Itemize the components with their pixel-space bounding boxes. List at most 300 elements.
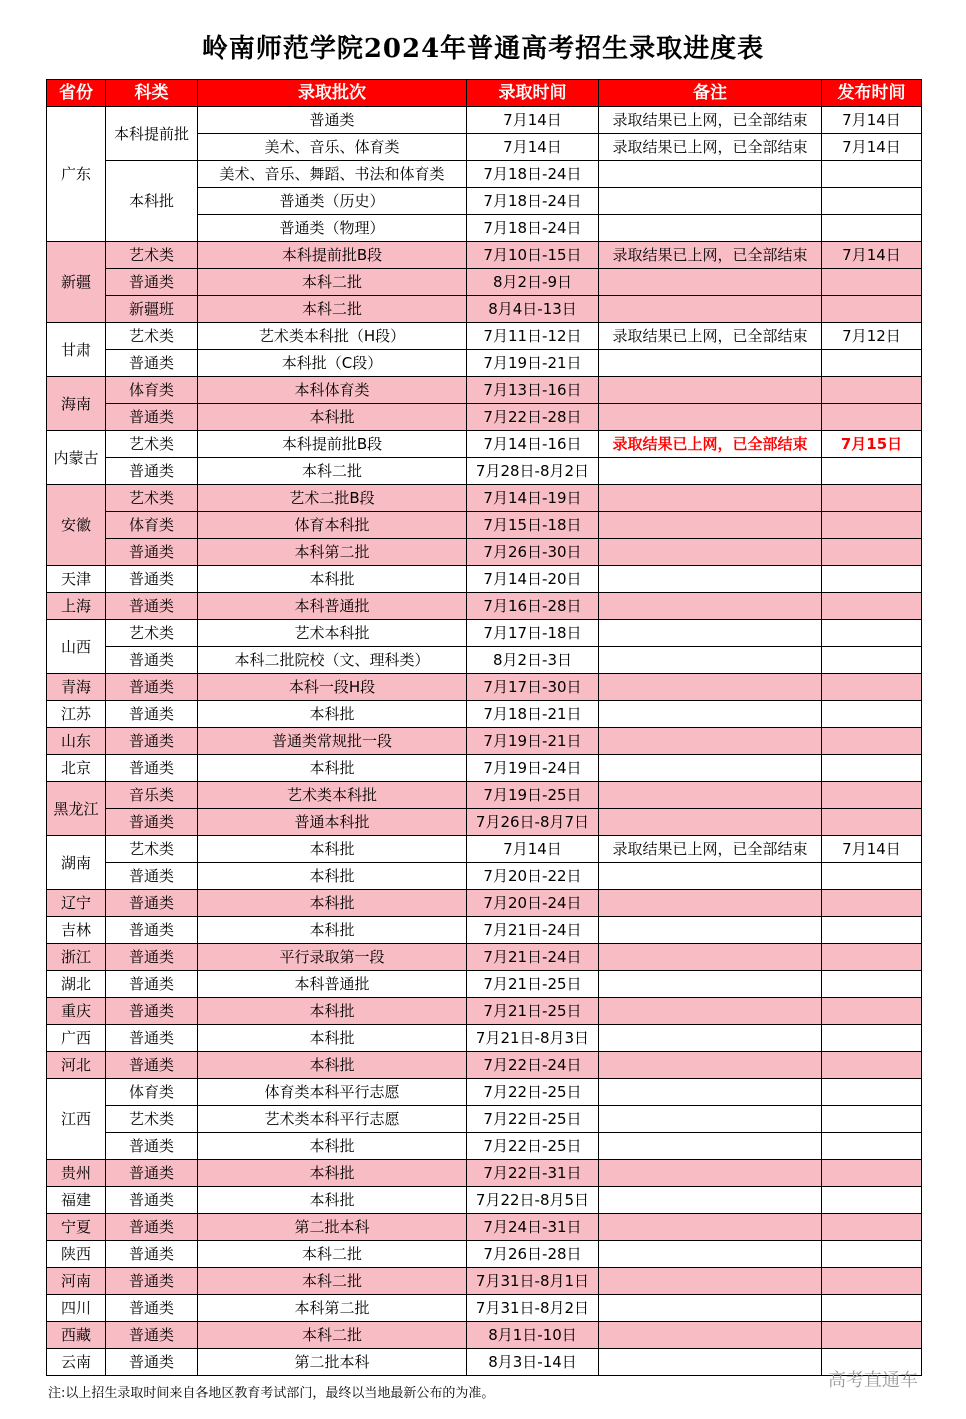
note-cell: 录取结果已上网，已全部结束 — [599, 431, 822, 458]
publish-cell — [822, 458, 922, 485]
time-cell: 7月13日-16日 — [467, 377, 599, 404]
note-cell — [599, 377, 822, 404]
time-cell: 7月26日-28日 — [467, 1241, 599, 1268]
table-row — [47, 1133, 922, 1160]
province-cell: 新疆 — [47, 242, 106, 323]
note-cell — [599, 1268, 822, 1295]
note-cell — [599, 1295, 822, 1322]
category-cell: 普通类 — [106, 1241, 198, 1268]
note-cell — [599, 917, 822, 944]
table-row — [47, 809, 922, 836]
time-cell: 7月17日-30日 — [467, 674, 599, 701]
category-cell: 普通类 — [106, 1322, 198, 1349]
publish-cell: 7月15日 — [822, 431, 922, 458]
category-cell: 普通类 — [106, 890, 198, 917]
batch-cell: 体育本科批 — [198, 512, 467, 539]
time-cell: 7月21日-25日 — [467, 998, 599, 1025]
publish-cell — [822, 215, 922, 242]
note-cell — [599, 728, 822, 755]
table-row — [47, 1052, 922, 1079]
publish-cell — [822, 539, 922, 566]
batch-cell: 普通类常规批一段 — [198, 728, 467, 755]
time-cell: 7月18日-24日 — [467, 161, 599, 188]
table-row — [47, 1322, 922, 1349]
time-cell: 7月14日 — [467, 107, 599, 134]
note-cell — [599, 1241, 822, 1268]
publish-cell — [822, 998, 922, 1025]
category-cell: 普通类 — [106, 809, 198, 836]
time-cell: 7月31日-8月2日 — [467, 1295, 599, 1322]
batch-cell: 本科二批院校（文、理科类） — [198, 647, 467, 674]
category-cell: 普通类 — [106, 647, 198, 674]
note-cell — [599, 620, 822, 647]
publish-cell — [822, 296, 922, 323]
note-cell — [599, 512, 822, 539]
time-cell: 7月17日-18日 — [467, 620, 599, 647]
batch-cell: 本科批 — [198, 998, 467, 1025]
table-row — [47, 593, 922, 620]
note-cell — [599, 1349, 822, 1376]
category-cell: 新疆班 — [106, 296, 198, 323]
province-cell: 海南 — [47, 377, 106, 431]
table-row — [47, 350, 922, 377]
table-row — [47, 1025, 922, 1052]
publish-cell: 7月14日 — [822, 242, 922, 269]
table-row — [47, 161, 922, 188]
publish-cell: 7月14日 — [822, 836, 922, 863]
publish-cell — [822, 1214, 922, 1241]
note-cell: 录取结果已上网，已全部结束 — [599, 242, 822, 269]
province-cell: 贵州 — [47, 1160, 106, 1187]
time-cell: 7月18日-24日 — [467, 215, 599, 242]
batch-cell: 本科提前批B段 — [198, 431, 467, 458]
publish-cell — [822, 1106, 922, 1133]
province-cell: 山东 — [47, 728, 106, 755]
publish-cell — [822, 917, 922, 944]
note-cell — [599, 674, 822, 701]
batch-cell: 本科普通批 — [198, 593, 467, 620]
category-cell: 体育类 — [106, 377, 198, 404]
batch-cell: 本科二批 — [198, 1322, 467, 1349]
table-row — [47, 755, 922, 782]
table-row — [47, 917, 922, 944]
batch-cell: 普通类（物理） — [198, 215, 467, 242]
time-cell: 7月19日-21日 — [467, 350, 599, 377]
province-cell: 广西 — [47, 1025, 106, 1052]
category-cell: 普通类 — [106, 539, 198, 566]
category-cell: 普通类 — [106, 350, 198, 377]
publish-cell — [822, 728, 922, 755]
table-row — [47, 296, 922, 323]
time-cell: 7月22日-24日 — [467, 1052, 599, 1079]
province-cell: 内蒙古 — [47, 431, 106, 485]
publish-cell — [822, 269, 922, 296]
province-cell: 甘肃 — [47, 323, 106, 377]
time-cell: 7月19日-24日 — [467, 755, 599, 782]
province-cell: 青海 — [47, 674, 106, 701]
province-cell: 四川 — [47, 1295, 106, 1322]
category-cell: 普通类 — [106, 728, 198, 755]
publish-cell — [822, 512, 922, 539]
table-row — [47, 269, 922, 296]
time-cell: 7月22日-25日 — [467, 1106, 599, 1133]
table-row — [47, 1214, 922, 1241]
note-cell — [599, 1052, 822, 1079]
batch-cell: 艺术本科批 — [198, 620, 467, 647]
category-cell: 艺术类 — [106, 242, 198, 269]
province-cell: 西藏 — [47, 1322, 106, 1349]
publish-cell — [822, 404, 922, 431]
table-row — [47, 1241, 922, 1268]
note-cell — [599, 1160, 822, 1187]
publish-cell — [822, 863, 922, 890]
province-cell: 河南 — [47, 1268, 106, 1295]
time-cell: 7月14日-20日 — [467, 566, 599, 593]
note-cell: 录取结果已上网，已全部结束 — [599, 107, 822, 134]
time-cell: 7月19日-21日 — [467, 728, 599, 755]
note-cell — [599, 1214, 822, 1241]
table-row — [47, 701, 922, 728]
time-cell: 7月20日-24日 — [467, 890, 599, 917]
note-cell — [599, 350, 822, 377]
header-time: 录取时间 — [467, 80, 599, 107]
province-cell: 吉林 — [47, 917, 106, 944]
table-row — [47, 1106, 922, 1133]
category-cell: 普通类 — [106, 1052, 198, 1079]
batch-cell: 本科二批 — [198, 1268, 467, 1295]
note-cell — [599, 1106, 822, 1133]
time-cell: 8月2日-9日 — [467, 269, 599, 296]
time-cell: 7月18日-21日 — [467, 701, 599, 728]
note-cell — [599, 1133, 822, 1160]
batch-cell: 平行录取第一段 — [198, 944, 467, 971]
category-cell: 普通类 — [106, 917, 198, 944]
province-cell: 上海 — [47, 593, 106, 620]
time-cell: 7月20日-22日 — [467, 863, 599, 890]
note-cell — [599, 971, 822, 998]
category-cell: 普通类 — [106, 674, 198, 701]
note-cell — [599, 863, 822, 890]
note-cell — [599, 809, 822, 836]
table-row — [47, 647, 922, 674]
table-row — [47, 1160, 922, 1187]
batch-cell: 本科提前批B段 — [198, 242, 467, 269]
category-cell: 普通类 — [106, 944, 198, 971]
category-cell: 普通类 — [106, 1349, 198, 1376]
category-cell: 普通类 — [106, 755, 198, 782]
time-cell: 7月22日-25日 — [467, 1133, 599, 1160]
province-cell: 云南 — [47, 1349, 106, 1376]
publish-cell — [822, 701, 922, 728]
category-cell: 普通类 — [106, 1133, 198, 1160]
table-row — [47, 1295, 922, 1322]
publish-cell — [822, 1133, 922, 1160]
publish-cell — [822, 1025, 922, 1052]
publish-cell — [822, 350, 922, 377]
category-cell: 音乐类 — [106, 782, 198, 809]
header-batch: 录取批次 — [198, 80, 467, 107]
table-row — [47, 728, 922, 755]
note-cell — [599, 701, 822, 728]
category-cell: 普通类 — [106, 1214, 198, 1241]
publish-cell — [822, 620, 922, 647]
time-cell: 7月14日 — [467, 134, 599, 161]
table-row — [47, 404, 922, 431]
province-cell: 河北 — [47, 1052, 106, 1079]
note-cell: 录取结果已上网，已全部结束 — [599, 836, 822, 863]
note-cell — [599, 1322, 822, 1349]
batch-cell: 美术、音乐、舞蹈、书法和体育类 — [198, 161, 467, 188]
category-cell: 普通类 — [106, 701, 198, 728]
publish-cell — [822, 944, 922, 971]
note-cell: 录取结果已上网，已全部结束 — [599, 323, 822, 350]
time-cell: 7月31日-8月1日 — [467, 1268, 599, 1295]
batch-cell: 本科二批 — [198, 269, 467, 296]
time-cell: 7月21日-8月3日 — [467, 1025, 599, 1052]
publish-cell — [822, 1079, 922, 1106]
note-cell — [599, 647, 822, 674]
note-cell — [599, 458, 822, 485]
note-cell — [599, 269, 822, 296]
table-row — [47, 1349, 922, 1376]
province-cell: 重庆 — [47, 998, 106, 1025]
admission-progress-table — [46, 79, 922, 1376]
batch-cell: 本科批 — [198, 1187, 467, 1214]
province-cell: 江西 — [47, 1079, 106, 1160]
note-cell — [599, 890, 822, 917]
table-row — [47, 998, 922, 1025]
time-cell: 7月11日-12日 — [467, 323, 599, 350]
table-row — [47, 1079, 922, 1106]
publish-cell — [822, 647, 922, 674]
batch-cell: 艺术类本科批 — [198, 782, 467, 809]
batch-cell: 艺术二批B段 — [198, 485, 467, 512]
note-cell — [599, 539, 822, 566]
category-cell: 本科提前批 — [106, 107, 198, 161]
time-cell: 7月26日-30日 — [467, 539, 599, 566]
publish-cell: 7月14日 — [822, 107, 922, 134]
time-cell: 7月19日-25日 — [467, 782, 599, 809]
time-cell: 7月14日-16日 — [467, 431, 599, 458]
note-cell — [599, 1187, 822, 1214]
page-title: 岭南师范学院2024年普通高考招生录取进度表 — [201, 34, 765, 64]
header-note: 备注 — [599, 80, 822, 107]
header-category: 科类 — [106, 80, 198, 107]
batch-cell: 本科批（C段） — [198, 350, 467, 377]
category-cell: 艺术类 — [106, 1106, 198, 1133]
time-cell: 7月21日-25日 — [467, 971, 599, 998]
batch-cell: 本科第二批 — [198, 539, 467, 566]
category-cell: 艺术类 — [106, 485, 198, 512]
batch-cell: 本科体育类 — [198, 377, 467, 404]
note-cell — [599, 485, 822, 512]
time-cell: 7月24日-31日 — [467, 1214, 599, 1241]
batch-cell: 本科批 — [198, 404, 467, 431]
province-cell: 辽宁 — [47, 890, 106, 917]
table-row — [47, 431, 922, 458]
publish-cell — [822, 782, 922, 809]
batch-cell: 艺术类本科批（H段） — [198, 323, 467, 350]
table-header-row — [47, 80, 922, 107]
batch-cell: 本科二批 — [198, 1241, 467, 1268]
time-cell: 7月22日-8月5日 — [467, 1187, 599, 1214]
category-cell: 体育类 — [106, 1079, 198, 1106]
batch-cell: 本科批 — [198, 890, 467, 917]
publish-cell — [822, 1160, 922, 1187]
province-cell: 宁夏 — [47, 1214, 106, 1241]
batch-cell: 本科二批 — [198, 458, 467, 485]
province-cell: 湖南 — [47, 836, 106, 890]
note-cell — [599, 1079, 822, 1106]
province-cell: 北京 — [47, 755, 106, 782]
batch-cell: 本科批 — [198, 755, 467, 782]
publish-cell — [822, 377, 922, 404]
category-cell: 本科批 — [106, 161, 198, 242]
note-cell — [599, 782, 822, 809]
batch-cell: 普通类（历史） — [198, 188, 467, 215]
footnote: 注:以上招生录取时间来自各地区教育考试部门，最终以当地最新公布的为准。 — [48, 1386, 495, 1401]
watermark-text: 高考直通车 — [828, 1370, 918, 1391]
note-cell — [599, 998, 822, 1025]
table-row — [47, 485, 922, 512]
table-row — [47, 620, 922, 647]
category-cell: 普通类 — [106, 566, 198, 593]
time-cell: 7月21日-24日 — [467, 944, 599, 971]
batch-cell: 普通本科批 — [198, 809, 467, 836]
category-cell: 普通类 — [106, 1025, 198, 1052]
header-province: 省份 — [47, 80, 106, 107]
province-cell: 湖北 — [47, 971, 106, 998]
category-cell: 普通类 — [106, 1268, 198, 1295]
table-row — [47, 107, 922, 134]
time-cell: 8月2日-3日 — [467, 647, 599, 674]
batch-cell: 本科批 — [198, 863, 467, 890]
note-cell — [599, 296, 822, 323]
batch-cell: 美术、音乐、体育类 — [198, 134, 467, 161]
note-cell — [599, 755, 822, 782]
time-cell: 8月4日-13日 — [467, 296, 599, 323]
publish-cell — [822, 566, 922, 593]
category-cell: 普通类 — [106, 1160, 198, 1187]
category-cell: 普通类 — [106, 863, 198, 890]
category-cell: 普通类 — [106, 1187, 198, 1214]
note-cell — [599, 215, 822, 242]
time-cell: 8月1日-10日 — [467, 1322, 599, 1349]
publish-cell — [822, 809, 922, 836]
time-cell: 8月3日-14日 — [467, 1349, 599, 1376]
publish-cell — [822, 755, 922, 782]
category-cell: 艺术类 — [106, 620, 198, 647]
table-row — [47, 242, 922, 269]
time-cell: 7月14日 — [467, 836, 599, 863]
category-cell: 普通类 — [106, 998, 198, 1025]
time-cell: 7月10日-15日 — [467, 242, 599, 269]
publish-cell — [822, 1322, 922, 1349]
batch-cell: 本科批 — [198, 566, 467, 593]
province-cell: 江苏 — [47, 701, 106, 728]
category-cell: 体育类 — [106, 512, 198, 539]
time-cell: 7月22日-31日 — [467, 1160, 599, 1187]
batch-cell: 普通类 — [198, 107, 467, 134]
batch-cell: 本科批 — [198, 1052, 467, 1079]
publish-cell: 7月14日 — [822, 134, 922, 161]
publish-cell — [822, 1268, 922, 1295]
note-cell — [599, 161, 822, 188]
publish-cell — [822, 971, 922, 998]
table-row — [47, 458, 922, 485]
category-cell: 普通类 — [106, 269, 198, 296]
category-cell: 普通类 — [106, 1295, 198, 1322]
table-row — [47, 674, 922, 701]
note-cell — [599, 593, 822, 620]
table-row — [47, 890, 922, 917]
table-row — [47, 1187, 922, 1214]
note-cell — [599, 404, 822, 431]
table-row — [47, 782, 922, 809]
category-cell: 普通类 — [106, 458, 198, 485]
table-row — [47, 971, 922, 998]
time-cell: 7月15日-18日 — [467, 512, 599, 539]
batch-cell: 第二批本科 — [198, 1349, 467, 1376]
publish-cell — [822, 1187, 922, 1214]
province-cell: 浙江 — [47, 944, 106, 971]
note-cell — [599, 566, 822, 593]
note-cell — [599, 944, 822, 971]
time-cell: 7月22日-25日 — [467, 1079, 599, 1106]
province-cell: 安徽 — [47, 485, 106, 566]
publish-cell: 7月12日 — [822, 323, 922, 350]
time-cell: 7月28日-8月2日 — [467, 458, 599, 485]
publish-cell — [822, 485, 922, 512]
batch-cell: 本科第二批 — [198, 1295, 467, 1322]
batch-cell: 本科二批 — [198, 296, 467, 323]
batch-cell: 体育类本科平行志愿 — [198, 1079, 467, 1106]
publish-cell — [822, 161, 922, 188]
province-cell: 山西 — [47, 620, 106, 674]
batch-cell: 第二批本科 — [198, 1214, 467, 1241]
province-cell: 天津 — [47, 566, 106, 593]
category-cell: 普通类 — [106, 593, 198, 620]
category-cell: 艺术类 — [106, 323, 198, 350]
note-cell — [599, 1025, 822, 1052]
batch-cell: 本科一段H段 — [198, 674, 467, 701]
table-row — [47, 539, 922, 566]
publish-cell — [822, 1241, 922, 1268]
province-cell: 黑龙江 — [47, 782, 106, 836]
table-row — [47, 863, 922, 890]
category-cell: 普通类 — [106, 971, 198, 998]
province-cell: 陕西 — [47, 1241, 106, 1268]
table-row — [47, 377, 922, 404]
time-cell: 7月26日-8月7日 — [467, 809, 599, 836]
time-cell: 7月21日-24日 — [467, 917, 599, 944]
time-cell: 7月16日-28日 — [467, 593, 599, 620]
batch-cell: 本科批 — [198, 1160, 467, 1187]
time-cell: 7月22日-28日 — [467, 404, 599, 431]
category-cell: 普通类 — [106, 404, 198, 431]
publish-cell — [822, 593, 922, 620]
category-cell: 艺术类 — [106, 431, 198, 458]
publish-cell — [822, 674, 922, 701]
category-cell: 艺术类 — [106, 836, 198, 863]
batch-cell: 本科批 — [198, 836, 467, 863]
province-cell: 广东 — [47, 107, 106, 242]
publish-cell — [822, 890, 922, 917]
table-row — [47, 944, 922, 971]
batch-cell: 艺术类本科平行志愿 — [198, 1106, 467, 1133]
batch-cell: 本科批 — [198, 917, 467, 944]
note-cell — [599, 188, 822, 215]
